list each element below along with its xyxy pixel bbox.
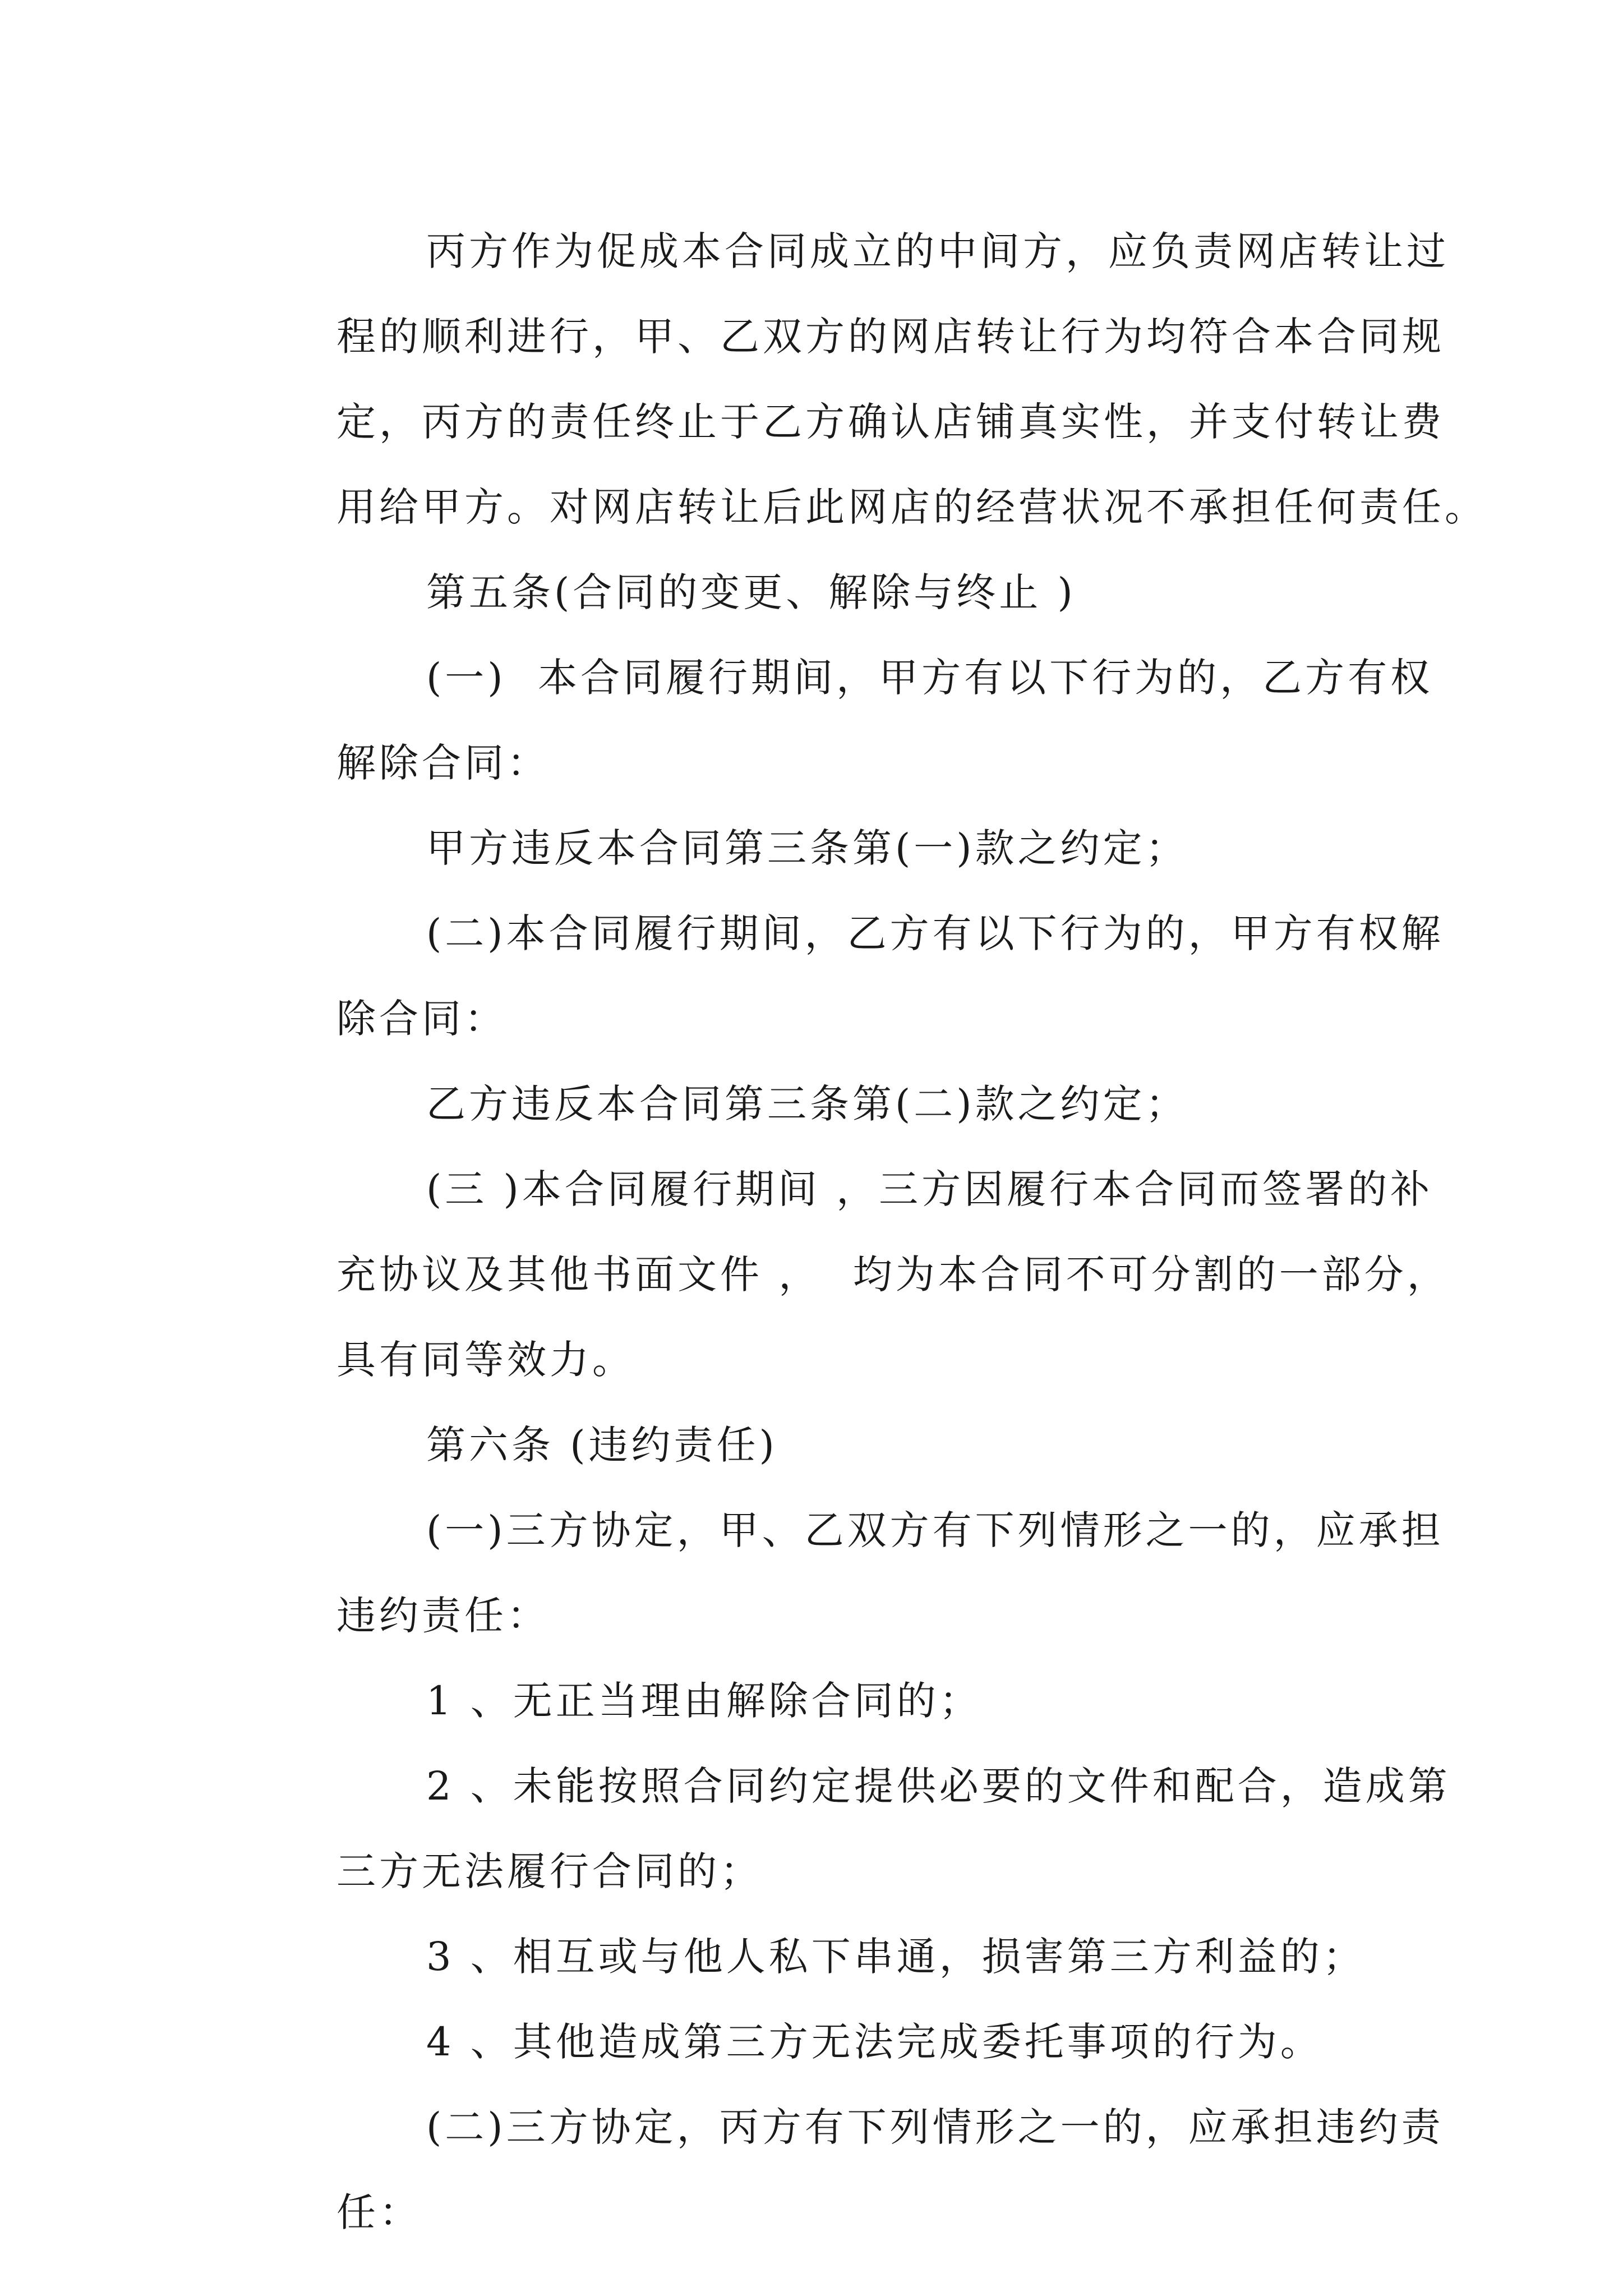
text-line: 定，丙方的责任终止于乙方确认店铺真实性，并支付转让费: [336, 399, 1445, 445]
text-line: 丙方作为促成本合同成立的中间方，应负责网店转让过: [426, 228, 1449, 274]
text-line: 违约责任：: [336, 1593, 550, 1639]
text-line: 1 、无正当理由解除合同的；: [426, 1678, 982, 1724]
text-line: (二)本合同履行期间，乙方有以下行为的，甲方有权解: [426, 910, 1444, 956]
clause-6-1: [247, 1488, 1444, 1658]
text-line: 3 、相互或与他人私下串通，损害第三方利益的；: [426, 1934, 1366, 1980]
clause-6-2: [247, 2085, 1444, 2255]
text-line: 具有同等效力。: [336, 1337, 635, 1383]
clause-5-2-detail: [247, 1061, 1380, 1147]
text-line: 第五条(合同的变更、解除与终止 ): [426, 569, 1076, 615]
article-five-heading: [247, 550, 1380, 635]
text-line: (三 )本合同履行期间 ，三方因履行本合同而签署的补: [426, 1166, 1433, 1212]
text-line: 乙方违反本合同第三条第(二)款之约定；: [426, 1081, 1188, 1127]
clause-5-3: [247, 1147, 1450, 1402]
clause-6-1-item-2: [247, 1743, 1451, 1914]
text-line: 任：: [336, 2189, 422, 2235]
text-line: (一)三方协定，甲、乙双方有下列情形之一的，应承担: [426, 1507, 1444, 1553]
clause-5-2: [247, 891, 1444, 1061]
paragraph-intermediary-duty: [247, 209, 1487, 550]
text-line: 除合同：: [336, 996, 507, 1042]
clause-5-1-detail: [247, 806, 1380, 891]
text-line: 充协议及其他书面文件 ， 均为本合同不可分割的一部分，: [336, 1251, 1450, 1297]
text-line: 三方无法履行合同的；: [336, 1848, 763, 1894]
text-line: 程的顺利进行，甲、乙双方的网店转让行为均符合本合同规: [336, 314, 1445, 360]
text-line: 用给甲方。对网店转让后此网店的经营状况不承担任何责任。: [336, 484, 1487, 530]
document-body: [247, 209, 1487, 2255]
clause-6-1-item-1: [247, 1658, 1380, 1743]
text-line: 第六条 (违约责任): [426, 1422, 778, 1468]
text-line: (一) 本合同履行期间，甲方有以下行为的，乙方有权: [426, 655, 1433, 701]
clause-6-1-item-3: [247, 1914, 1380, 1999]
clause-5-1: [247, 635, 1433, 806]
text-line: 甲方违反本合同第三条第(一)款之约定；: [426, 825, 1188, 871]
text-line: 解除合同：: [336, 740, 550, 786]
text-line: 4 、其他造成第三方无法完成委托事项的行为。: [426, 2019, 1323, 2065]
text-line: 2 、未能按照合同约定提供必要的文件和配合，造成第: [426, 1763, 1451, 1809]
text-line: (二)三方协定，丙方有下列情形之一的，应承担违约责: [426, 2104, 1444, 2150]
clause-6-1-item-4: [247, 1999, 1380, 2085]
article-six-heading: [247, 1402, 1380, 1488]
